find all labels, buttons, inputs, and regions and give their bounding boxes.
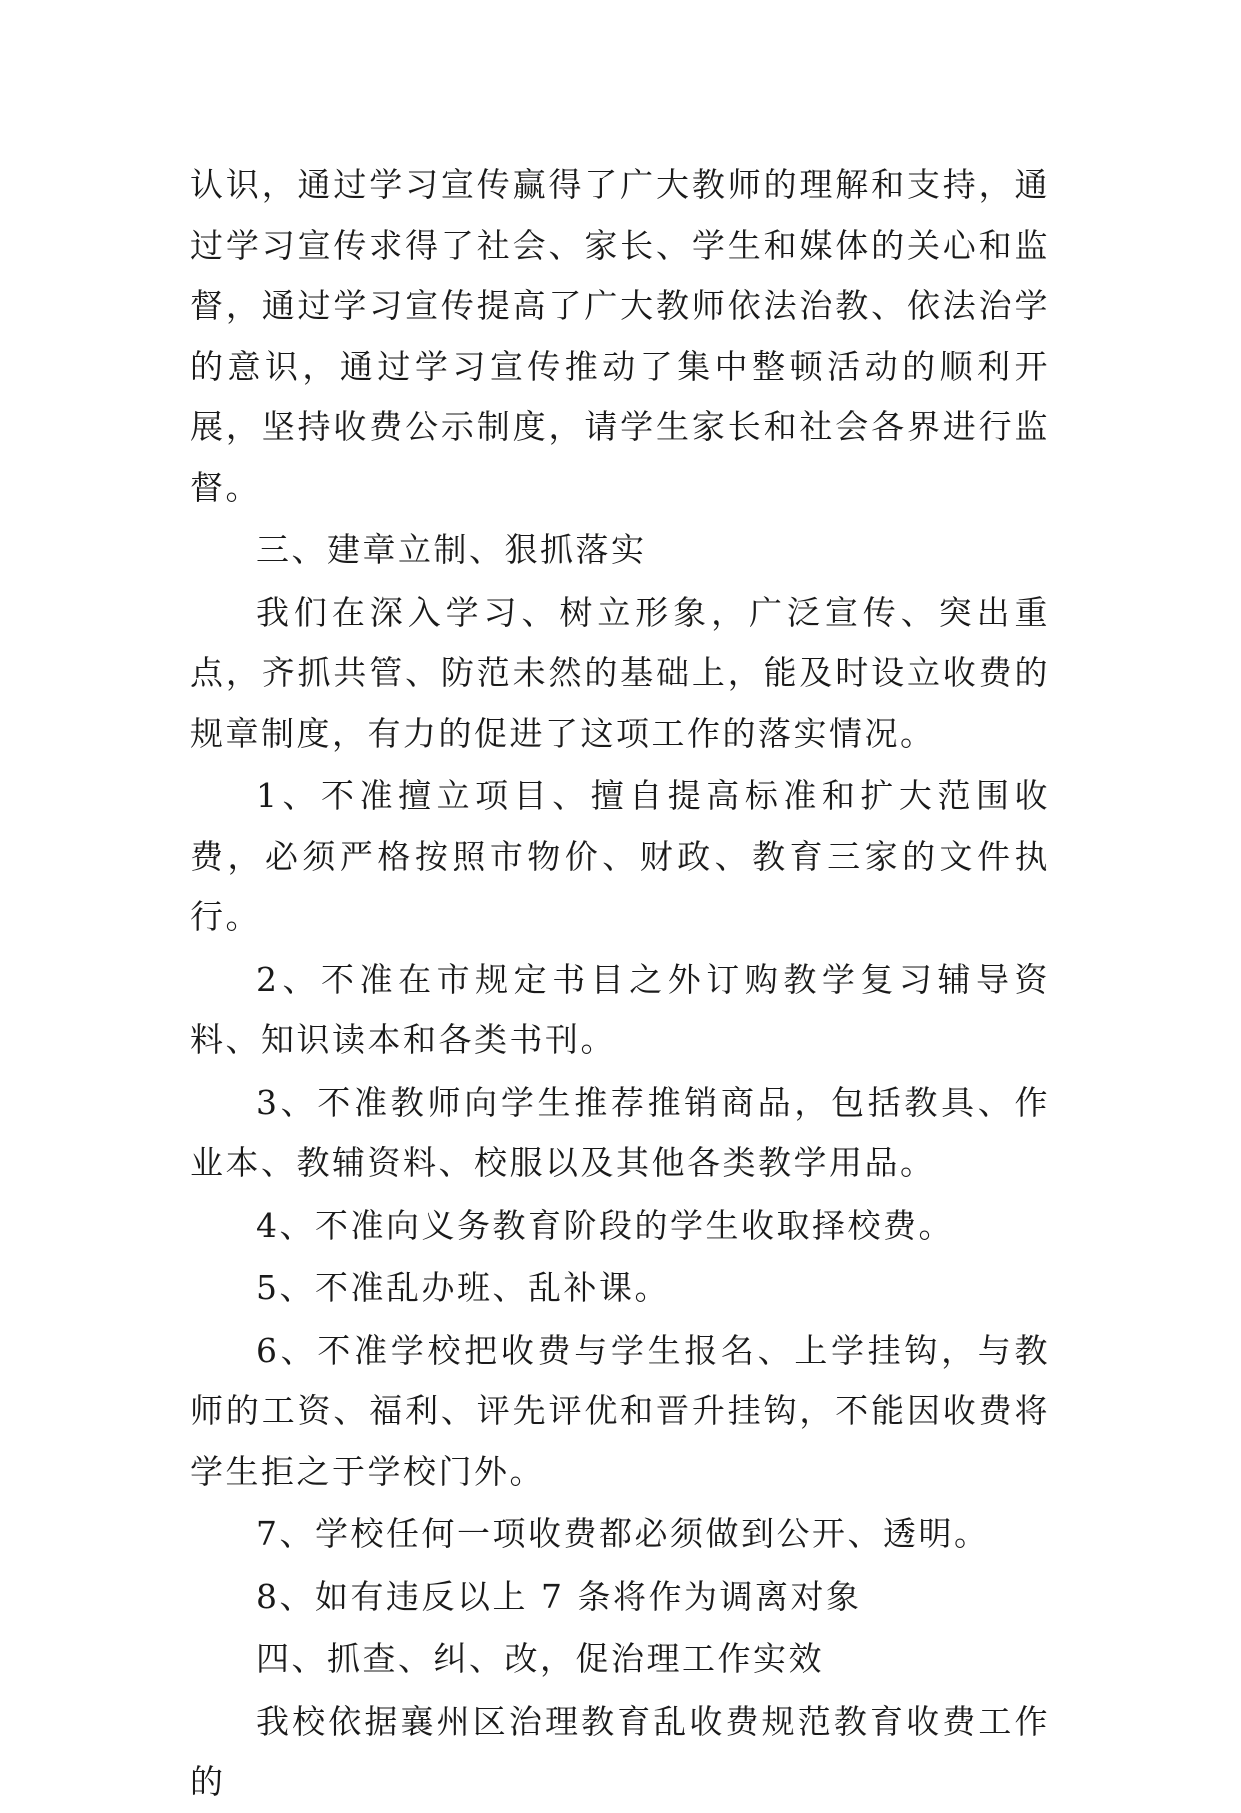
rule-item-1: 1、不准擅立项目、擅自提高标准和扩大范围收费，必须严格按照市物价、财政、教育三家的文件执行。 [190, 776, 1050, 936]
rule-item-2: 2、不准在市规定书目之外订购教学复习辅导资料、知识读本和各类书刊。 [190, 959, 1050, 1059]
rule-item-6: 6、不准学校把收费与学生报名、上学挂钩，与教师的工资、福利、评先评优和晋升挂钩，不能因收费将学生拒之于学校门外。 [190, 1330, 1050, 1491]
paragraph-continuation: 认识，通过学习宣传赢得了广大教师的理解和支持，通过学习宣传求得了社会、家长、学生和媒体的关心和监督，通过学习宣传提高了广大教师依法治教、依法治学的意识，通过学习宣传推动了集中整顿活动的顺利开展，坚持收费公示制度，请学生家长和社会各界进行监督。 [190, 165, 1050, 507]
rule-item-3: 3、不准教师向学生推荐推销商品，包括教具、作业本、教辅资料、校服以及其他各类教学用品。 [190, 1082, 1050, 1182]
rule-item-4: 4、不准向义务教育阶段的学生收取择校费。 [256, 1205, 954, 1245]
document-body [190, 155, 1050, 1813]
rule-item-8: 8、如有违反以上 7 条将作为调离对象 [256, 1576, 862, 1616]
paragraph-intro: 我们在深入学习、树立形象，广泛宣传、突出重点，齐抓共管、防范未然的基础上，能及时设立收费的规章制度，有力的促进了这项工作的落实情况。 [190, 592, 1050, 753]
section-heading-4: 四、抓查、纠、改，促治理工作实效 [256, 1639, 824, 1678]
paragraph-final: 我校依据襄州区治理教育乱收费规范教育收费工作的 [190, 1701, 1050, 1801]
section-heading-3: 三、建章立制、狠抓落实 [256, 530, 647, 569]
rule-item-7: 7、学校任何一项收费都必须做到公开、透明。 [256, 1514, 990, 1553]
rule-item-5: 5、不准乱办班、乱补课。 [256, 1268, 670, 1307]
